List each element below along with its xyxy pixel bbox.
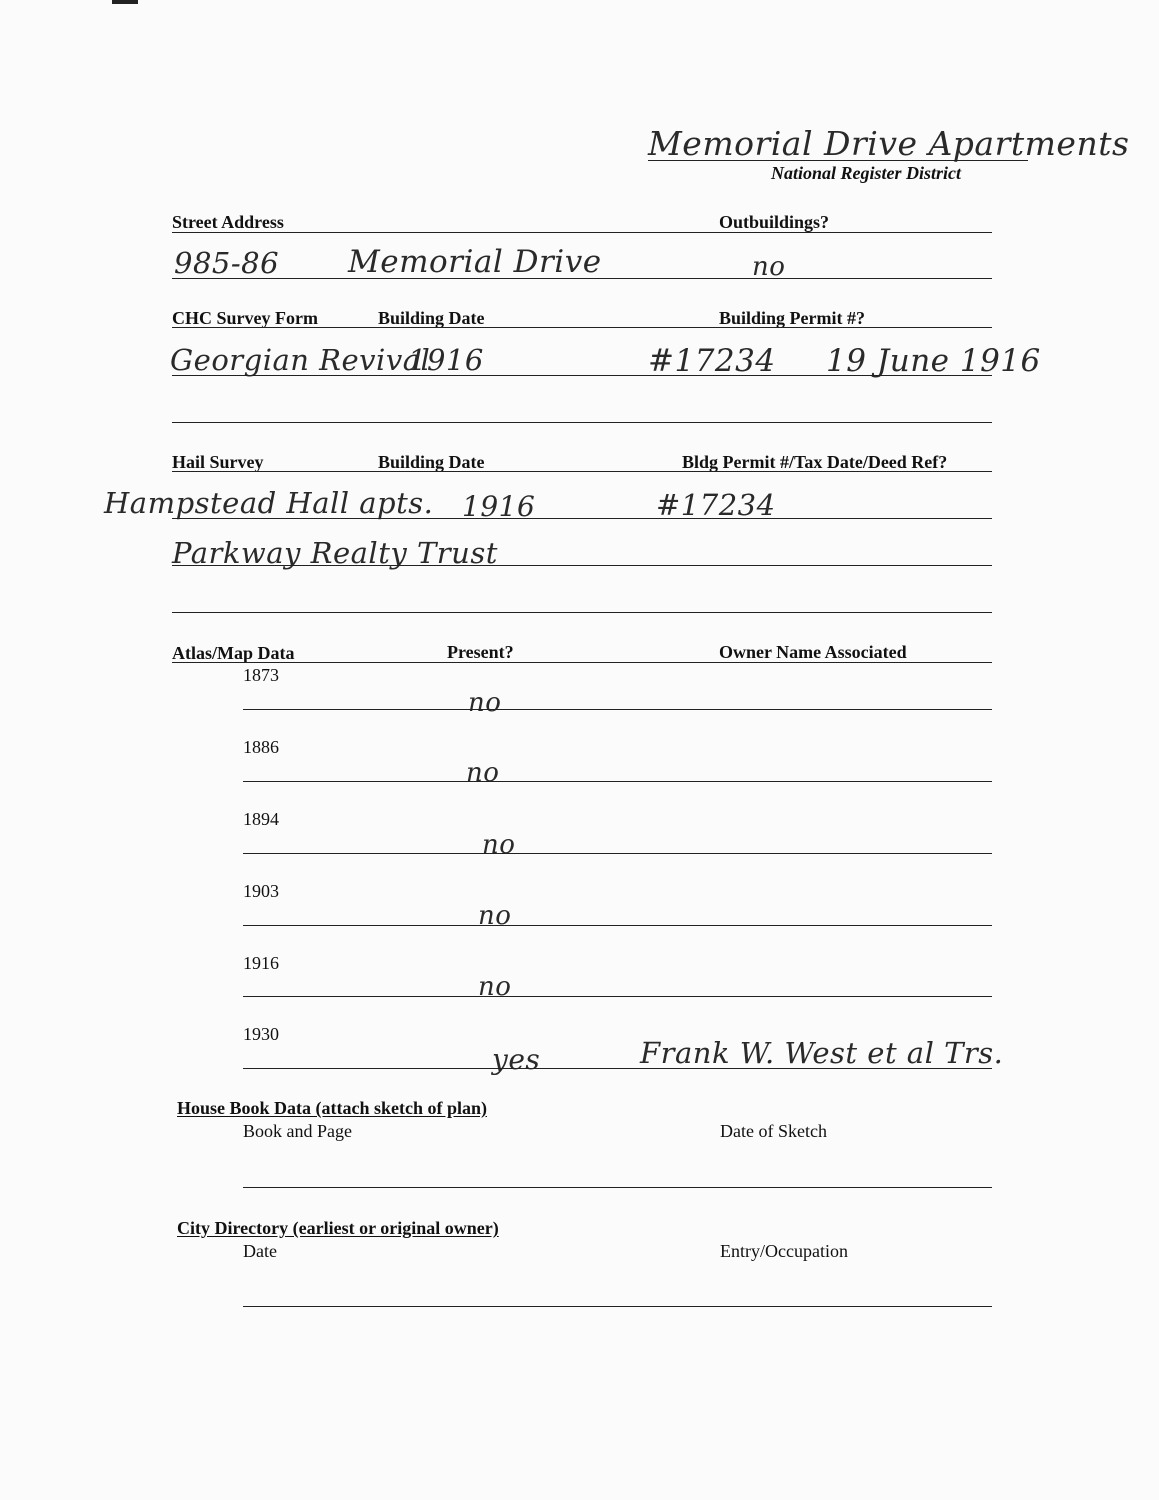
chc-building-date-label: Building Date (378, 308, 485, 328)
atlas-header-rule (172, 662, 992, 663)
atlas-row-rule (243, 1068, 992, 1069)
city-directory-label: City Directory (earliest or original owner) (177, 1218, 499, 1238)
chc-survey-value: Georgian Revival (170, 343, 431, 377)
atlas-row-rule (243, 709, 992, 710)
hail-permit-value: #17234 (656, 488, 776, 522)
chc-building-date-value: 1916 (408, 343, 484, 377)
atlas-present-value: no (468, 688, 502, 718)
hail-building-date-label: Building Date (378, 452, 485, 472)
chc-value-rule-2 (172, 422, 992, 423)
atlas-present-value: no (478, 901, 512, 931)
hail-value-rule-2 (172, 565, 992, 566)
atlas-present-label: Present? (447, 642, 514, 662)
atlas-year: 1873 (243, 665, 279, 685)
hail-value-rule-1 (172, 518, 992, 519)
atlas-year: 1886 (243, 737, 279, 757)
chc-permit-value: #17234 (648, 343, 776, 379)
city-directory-rule (243, 1306, 992, 1307)
house-book-label: House Book Data (attach sketch of plan) (177, 1098, 488, 1118)
atlas-owner-label: Owner Name Associated (719, 642, 907, 662)
street-address-label: Street Address (172, 212, 284, 232)
chc-survey-label: CHC Survey Form (172, 308, 318, 328)
atlas-present-value: no (482, 830, 516, 860)
atlas-year: 1916 (243, 953, 279, 973)
outbuildings-label: Outbuildings? (719, 212, 830, 232)
district-handwritten: Memorial Drive Apartments (648, 124, 1130, 163)
atlas-year: 1930 (243, 1024, 279, 1044)
atlas-present-value: no (478, 972, 512, 1002)
hail-building-date-value: 1916 (462, 490, 536, 523)
atlas-row-rule (243, 996, 992, 997)
street-header-rule (172, 232, 992, 233)
scan-mark (112, 0, 138, 4)
district-underline (648, 160, 1028, 161)
atlas-label: Atlas/Map Data (172, 643, 295, 663)
atlas-row-rule (243, 781, 992, 782)
atlas-year: 1894 (243, 809, 279, 829)
atlas-row-rule (243, 925, 992, 926)
chc-permit-date-value: 19 June 1916 (826, 343, 1041, 379)
hail-permit-label: Bldg Permit #/Tax Date/Deed Ref? (682, 452, 948, 472)
hail-value-rule-3 (172, 612, 992, 613)
atlas-present-value: yes (492, 1043, 541, 1076)
atlas-present-value: no (466, 758, 500, 788)
district-label: National Register District (771, 163, 962, 183)
directory-date-label: Date (243, 1241, 277, 1261)
chc-permit-label: Building Permit #? (719, 308, 866, 328)
atlas-row-rule (243, 853, 992, 854)
hail-survey-value: Hampstead Hall apts. (104, 486, 434, 520)
directory-entry-label: Entry/Occupation (720, 1241, 848, 1261)
chc-value-rule-1 (172, 375, 992, 376)
house-book-rule (243, 1187, 992, 1188)
street-value-rule (172, 278, 992, 279)
hail-owner-value: Parkway Realty Trust (172, 536, 498, 570)
outbuildings-value: no (752, 252, 786, 282)
atlas-year: 1903 (243, 881, 279, 901)
atlas-owner-value: Frank W. West et al Trs. (640, 1036, 1004, 1070)
address-street: Memorial Drive (348, 244, 602, 280)
chc-header-rule (172, 327, 992, 328)
address-number: 985-86 (174, 246, 280, 280)
sketch-date-label: Date of Sketch (720, 1121, 827, 1141)
hail-survey-label: Hail Survey (172, 452, 264, 472)
book-page-label: Book and Page (243, 1121, 352, 1141)
hail-header-rule (172, 471, 992, 472)
